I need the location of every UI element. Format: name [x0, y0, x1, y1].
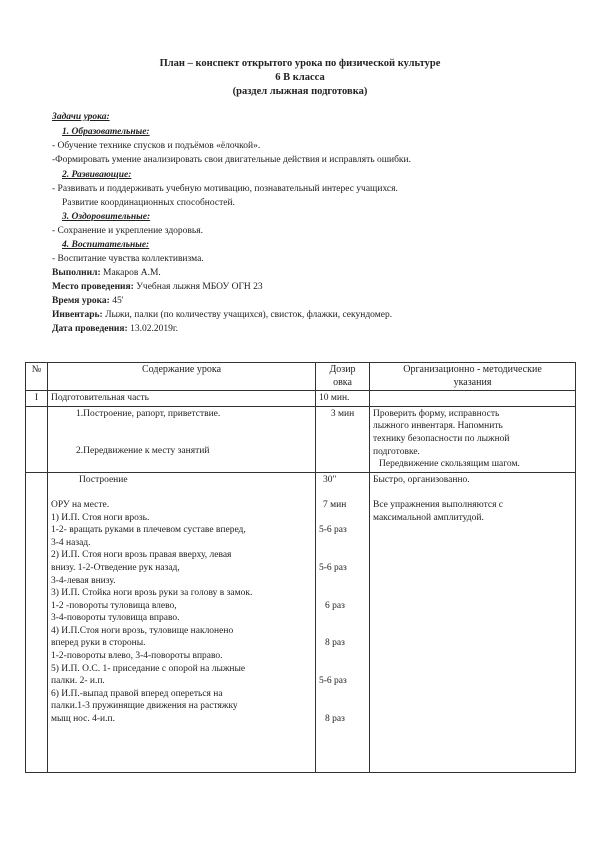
inventory-label: Инвентарь:	[52, 310, 103, 320]
place-value: Учебная лыжня МБОУ ОГН 23	[136, 282, 263, 292]
author-value: Макаров А.М.	[103, 268, 161, 278]
content-cell: Построение ОРУ на месте. 1) И.П. Стоя ноги врозь. 1-2- вращать руками в плечевом суставе вперед, 3-4 назад. 2) И.П. Стоя ноги врозь правая вверху, левая внизу. 1-2-Отведение рук назад, 3-4-левая внизу. 3) И.П. Стойка ноги врозь руки за голову в замок. 1-2 -повороты туловища влево, 3-4-повороты туловища вправо. 4) И.П.Стоя ноги врозь, туловище наклонено вперед руки в стороны. 1-2-повороты влево, 3-4-повороты вправо. 5) И.П. О.С. 1- приседание с опорой на лыжные палки. 2- и.п. 6) И.П.-выпад правой вперед опереться на палки.1-3 пружинящие движения на растяжку мыщ нос. 4-и.п.	[48, 472, 316, 772]
dev-item-1: - Развивать и поддерживать учебную мотивацию, познавательный интерес учащихся.	[52, 184, 398, 194]
edu-item-1: - Обучение технике спусков и подъёмов «ёлочкой».	[52, 141, 261, 151]
author-line	[52, 267, 572, 279]
upbr-heading: 4. Воспитательные:	[62, 240, 150, 250]
col-content-header: Содержание урока	[48, 363, 316, 391]
dose-cell: 30" 7 мин 5-6 раз 5-6 раз 6 раз 8 раз 5-6 раз 8 раз	[316, 472, 370, 772]
section-label: (раздел лыжная подготовка)	[232, 86, 368, 97]
table-header-row	[26, 363, 576, 391]
inventory-value: Лыжи, палки (по количеству учащихся), свисток, флажки, секундомер.	[105, 310, 393, 320]
edu-heading: 1. Образовательные:	[62, 127, 150, 137]
table-row	[26, 406, 576, 472]
dev-heading: 2. Развивающие:	[62, 170, 132, 180]
part-dose: 10 мин.	[316, 391, 370, 407]
notes-cell: Быстро, организованно. Все упражнения выполняются с максимальной амплитудой.	[370, 472, 576, 772]
col-num-header: №	[26, 363, 48, 391]
dose-cell: 3 мин	[316, 406, 370, 472]
time-value: 45'	[112, 296, 124, 306]
time-label: Время урока:	[52, 296, 110, 306]
health-item-1: - Сохранение и укрепление здоровья.	[52, 226, 203, 236]
time-line	[52, 295, 572, 307]
place-line	[52, 281, 572, 293]
inventory-line	[52, 309, 572, 321]
dev-item-2: Развитие координационных способностей.	[62, 198, 235, 208]
author-label: Выполнил:	[52, 268, 101, 278]
date-label: Дата проведения:	[52, 324, 128, 334]
upbr-item-1: - Воспитание чувства коллективизма.	[52, 254, 204, 264]
tasks-heading: Задачи урока:	[52, 112, 110, 122]
col-dose-header: Дозир овка	[316, 363, 370, 391]
date-value: 13.02.2019г.	[130, 324, 179, 334]
notes-cell: Проверить форму, исправность лыжного инвентаря. Напомнить технику безопасности по лыжной подготовке. Передвижение скользящим шагом.	[370, 406, 576, 472]
content-cell: 1.Построение, рапорт, приветствие. 2.Передвижение к месту занятий	[48, 406, 316, 472]
table-row	[26, 472, 576, 772]
document-title: План – конспект открытого урока по физической культуре	[159, 58, 441, 69]
edu-item-2: -Формировать умение анализировать свои двигательные действия и исправлять ошибки.	[52, 155, 412, 165]
class-label: 6 В класса	[275, 72, 325, 83]
place-label: Место проведения:	[52, 282, 134, 292]
col-notes-header: Организационно - методические указания	[370, 363, 576, 391]
table-row-part-title	[26, 391, 576, 407]
lesson-plan-table	[25, 362, 576, 773]
health-heading: 3. Оздоровительные:	[62, 212, 151, 222]
part-notes	[370, 391, 576, 407]
part-title: Подготовительная часть	[48, 391, 316, 407]
date-line	[52, 323, 572, 335]
row-number: I	[26, 391, 48, 407]
